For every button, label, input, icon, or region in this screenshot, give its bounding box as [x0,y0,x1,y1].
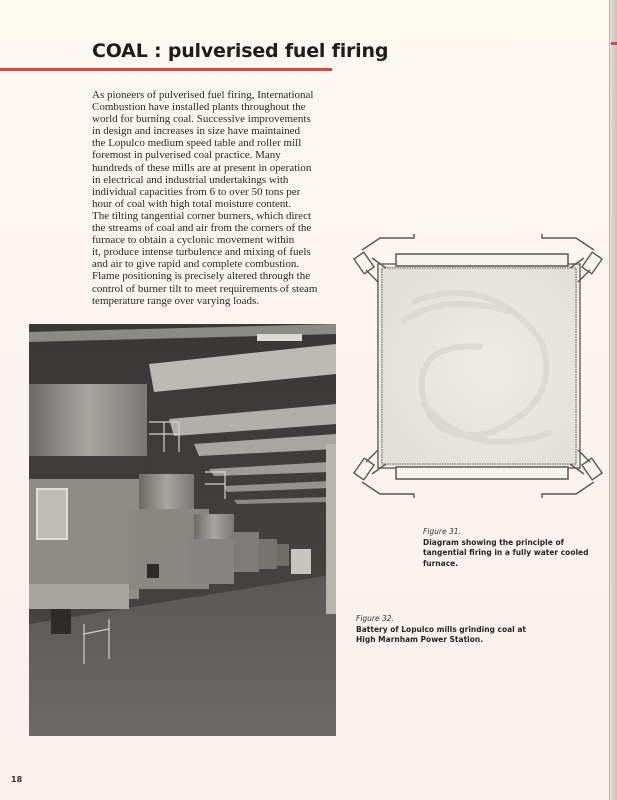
body-line: individual capacities from 6 to over 50 tons per [92,185,301,198]
body-line: in electrical and industrial undertakings with [92,173,289,186]
figure-31-description: Diagram showing the principle of tangential firing in a fully water cooled furnace. [423,537,589,568]
body-line: hundreds of these mills are at present in operation [92,161,312,174]
body-line: furnace to obtain a cyclonic movement within [92,234,295,247]
tangential-firing-furnace-diagram [352,232,604,500]
figure-31-diagram [352,232,604,500]
figure-31-label: Figure 31. [423,527,461,536]
body-line: and air to give rapid and complete combustion. [92,258,300,271]
body-paragraph [92,89,342,307]
body-line: temperature range over varying loads. [92,294,260,307]
body-line: it, produce intense turbulence and mixing of fuels [92,246,311,259]
figure-31-caption [423,527,603,569]
figure-32-caption [356,614,546,646]
page-number: 18 [11,775,23,784]
body-line: control of burner tilt to meet requirements of steam [92,282,318,295]
figure-32-label: Figure 32. [356,614,394,623]
body-line: world for burning coal. Successive improvements [92,113,311,126]
body-line: The tilting tangential corner burners, which direct [92,209,312,222]
body-line: foremost in pulverised coal practice. Many [92,149,281,162]
body-line: hour of coal with high total moisture content. [92,197,292,210]
book-spine [609,0,617,800]
body-line: As pioneers of pulverised fuel firing, International [92,89,314,101]
body-line: in design and increases in size have maintained [92,125,301,138]
figure-32-description: Battery of Lopulco mills grinding coal at High Marnham Power Station. [356,624,527,644]
body-line: the streams of coal and air from the corners of the [92,222,312,235]
figure-32-photo [29,324,336,736]
page-title: COAL : pulverised fuel firing [92,40,389,62]
title-red-rule [0,68,332,71]
spine-red-mark [611,42,617,45]
mill-hall-illustration [29,324,336,736]
body-line: the Lopulco medium speed table and roller mill [92,137,302,150]
body-line: Flame positioning is precisely altered through the [92,270,311,283]
body-line: Combustion have installed plants throughout the [92,101,306,114]
